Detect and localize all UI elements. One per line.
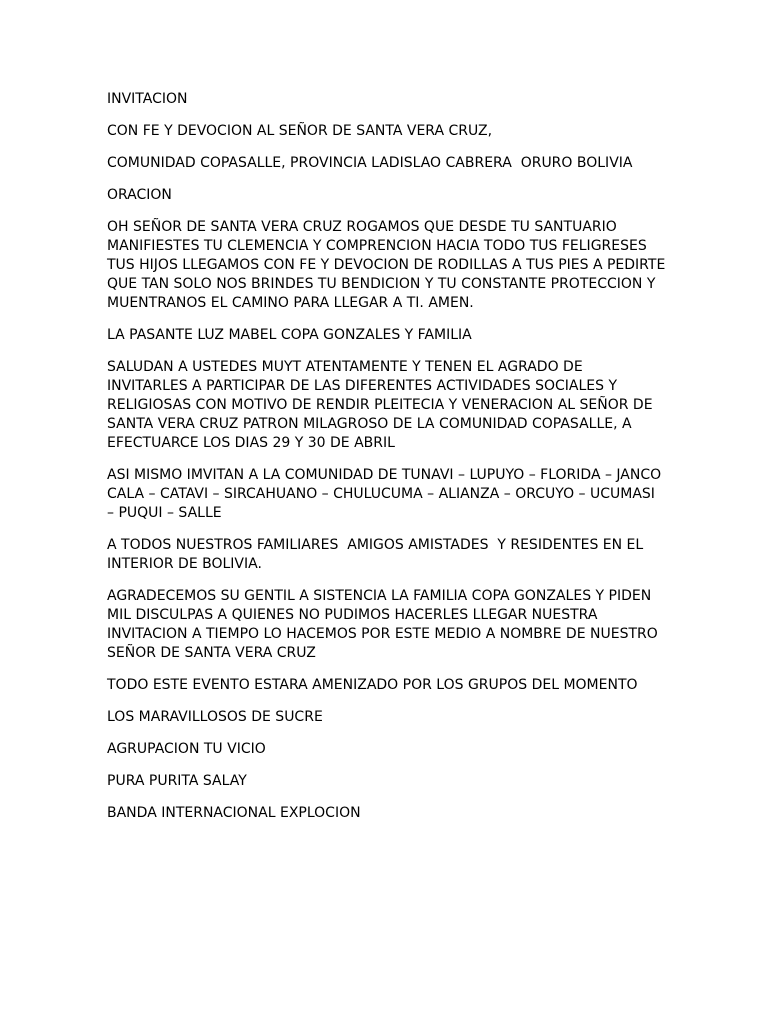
- document-body: [107, 90, 667, 836]
- doc-line-grupo-4: BANDA INTERNACIONAL EXPLOCION: [107, 805, 361, 821]
- doc-heading-oracion: ORACION: [107, 187, 172, 203]
- doc-line-comunidad: COMUNIDAD COPASALLE, PROVINCIA LADISLAO CABRERA ORURO BOLIVIA: [107, 155, 633, 171]
- doc-line-grupo-1: LOS MARAVILLOSOS DE SUCRE: [107, 709, 323, 725]
- doc-paragraph-familiares: A TODOS NUESTROS FAMILIARES AMIGOS AMISTADES Y RESIDENTES EN EL INTERIOR DE BOLIVIA.: [107, 537, 644, 572]
- doc-line-pasante: LA PASANTE LUZ MABEL COPA GONZALES Y FAMILIA: [107, 327, 472, 343]
- doc-line-grupo-2: AGRUPACION TU VICIO: [107, 741, 266, 757]
- doc-paragraph-agradecemos: AGRADECEMOS SU GENTIL A SISTENCIA LA FAMILIA COPA GONZALES Y PIDEN MIL DISCULPAS A QUIENES NO PUDIMOS HACERLES LLEGAR NUESTRA INVITACION A TIEMPO LO HACEMOS POR ESTE MEDIO A NOMBRE DE NUESTRO SEÑOR DE SANTA VERA CRUZ: [107, 588, 658, 661]
- doc-heading-invitacion: INVITACION: [107, 91, 188, 107]
- doc-paragraph-saludan: SALUDAN A USTEDES MUYT ATENTAMENTE Y TENEN EL AGRADO DE INVITARLES A PARTICIPAR DE LAS DIFERENTES ACTIVIDADES SOCIALES Y RELIGIOSAS CON MOTIVO DE RENDIR PLEITECIA Y VENERACION AL SEÑOR DE SANTA VERA CRUZ PATRON MILAGROSO DE LA COMUNIDAD COPASALLE, A EFECTUARCE LOS DIAS 29 Y 30 DE ABRIL: [107, 359, 653, 451]
- doc-line-evento: TODO ESTE EVENTO ESTARA AMENIZADO POR LOS GRUPOS DEL MOMENTO: [107, 677, 638, 693]
- doc-paragraph-comunidades: ASI MISMO IMVITAN A LA COMUNIDAD DE TUNAVI – LUPUYO – FLORIDA – JANCO CALA – CATAVI – SIRCAHUANO – CHULUCUMA – ALIANZA – ORCUYO – UCUMASI – PUQUI – SALLE: [107, 467, 662, 521]
- doc-paragraph-oracion: OH SEÑOR DE SANTA VERA CRUZ ROGAMOS QUE DESDE TU SANTUARIO MANIFIESTES TU CLEMENCIA Y COMPRENCION HACIA TODO TUS FELIGRESES TUS HIJOS LLEGAMOS CON FE Y DEVOCION DE RODILLAS A TUS PIES A PEDIRTE QUE TAN SOLO NOS BRINDES TU BENDICION Y TU CONSTANTE PROTECCION Y MUENTRANOS EL CAMINO PARA LLEGAR A TI. AMEN.: [107, 219, 666, 311]
- doc-line-devocion: CON FE Y DEVOCION AL SEÑOR DE SANTA VERA CRUZ,: [107, 123, 493, 139]
- doc-line-grupo-3: PURA PURITA SALAY: [107, 773, 247, 789]
